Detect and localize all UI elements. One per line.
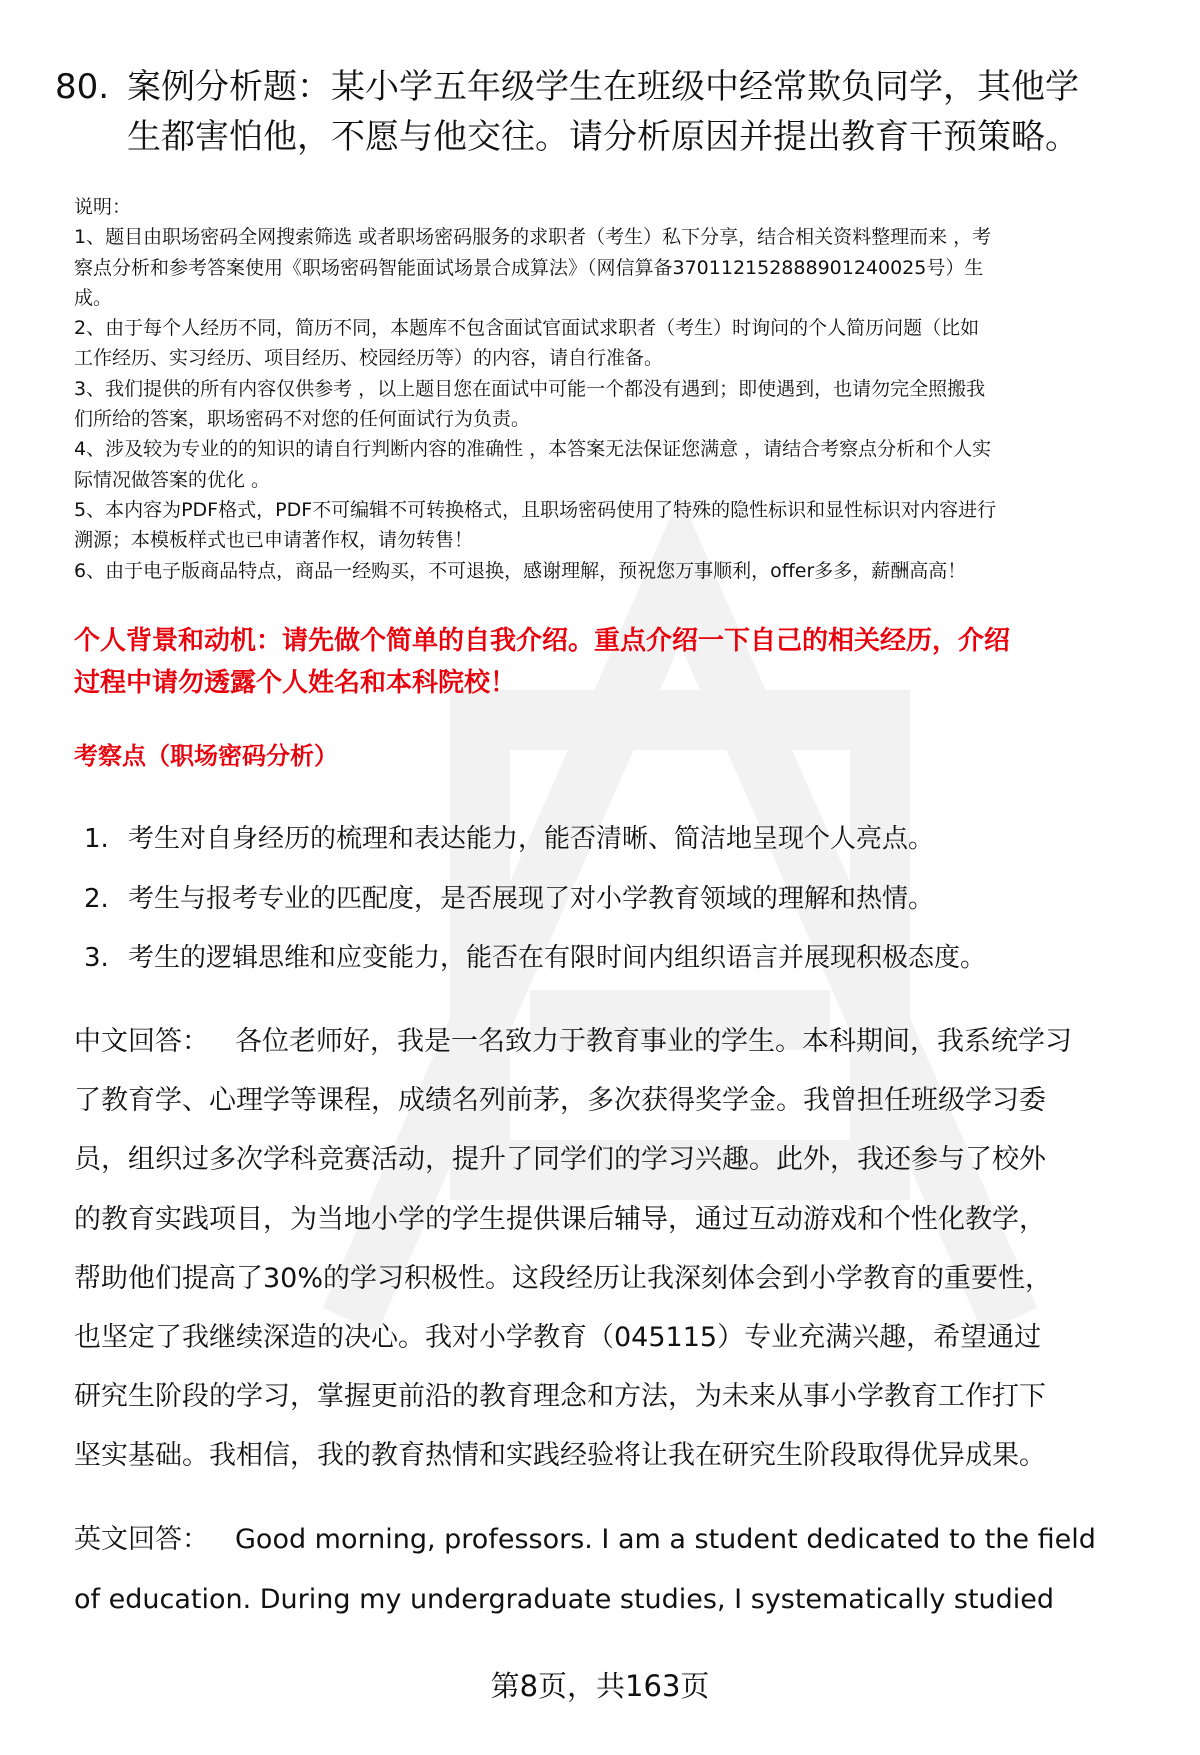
answer-line: 了教育学、心理学等课程，成绩名列前茅，多次获得奖学金。我曾担任班级学习委 xyxy=(74,1085,1046,1117)
english-answer-label: 英文回答： xyxy=(74,1524,209,1555)
question-line: 案例分析题：某小学五年级学生在班级中经常欺负同学，其他学 xyxy=(127,67,1079,107)
section-heading-background xyxy=(74,620,1010,704)
note-line: 说明： xyxy=(74,196,132,218)
item-number: 1. xyxy=(84,824,109,854)
note-line: 察点分析和参考答案使用《职场密码智能面试场景合成算法》（网信算备370112152888901240025号）生 xyxy=(74,256,984,279)
answer-line: 的教育实践项目，为当地小学的学生提供课后辅导，通过互动游戏和个性化教学， xyxy=(74,1203,1046,1235)
note-line: 2、由于每个人经历不同，简历不同，本题库不包含面试官面试求职者（考生）时询问的个人简历问题（比如 xyxy=(74,317,980,340)
answer-line: 员，组织过多次学科竞赛活动，提升了同学们的学习兴趣。此外，我还参与了校外 xyxy=(74,1144,1046,1176)
notes-section xyxy=(74,192,1154,586)
question-line: 生都害怕他，不愿与他交往。请分析原因并提出教育干预策略。 xyxy=(127,117,1079,157)
answer-line: of education. During my undergraduate studies, I systematically studied xyxy=(74,1583,1055,1615)
heading-line: 个人背景和动机：请先做个简单的自我介绍。重点介绍一下自己的相关经历，介绍 xyxy=(74,626,1011,656)
list-item xyxy=(84,870,986,930)
question-number: 80. xyxy=(55,67,110,107)
answer-line: Good morning, professors. I am a student dedicated to the field xyxy=(235,1524,1096,1555)
list-item xyxy=(84,810,986,870)
answer-line: 帮助他们提高了30%的学习积极性。这段经历让我深刻体会到小学教育的重要性， xyxy=(74,1262,1053,1294)
exam-points-list xyxy=(84,810,986,989)
note-line: 际情况做答案的优化 。 xyxy=(74,468,271,491)
item-text: 考生对自身经历的梳理和表达能力，能否清晰、简洁地呈现个人亮点。 xyxy=(128,824,935,854)
note-line: 溯源；本模板样式也已申请著作权，请勿转售！ xyxy=(74,529,474,552)
note-line: 工作经历、实习经历、项目经历、校园经历等）的内容，请自行准备。 xyxy=(74,347,664,370)
note-line: 1、题目由职场密码全网搜索筛选 或者职场密码服务的求职者（考生）私下分享，结合相关资料整理而来 ，考 xyxy=(74,226,992,249)
note-line: 成。 xyxy=(74,286,113,309)
note-line: 3、我们提供的所有内容仅供参考 ，以上题目您在面试中可能一个都没有遇到；即使遇到，也请勿完全照搬我 xyxy=(74,377,986,400)
answer-line: 研究生阶段的学习，掌握更前沿的教育理念和方法，为未来从事小学教育工作打下 xyxy=(74,1381,1046,1413)
question-title xyxy=(55,62,1165,162)
note-line: 6、由于电子版商品特点，商品一经购买，不可退换，感谢理解，预祝您万事顺利，offer多多，薪酬高高！ xyxy=(74,559,967,582)
item-number: 2. xyxy=(84,883,109,914)
page-number: 第8页，共163页 xyxy=(490,1669,710,1703)
note-line: 5、本内容为PDF格式，PDF不可编辑不可转换格式，且职场密码使用了特殊的隐性标识和显性标识对内容进行 xyxy=(74,498,997,521)
item-text: 考生与报考专业的匹配度，是否展现了对小学教育领域的理解和热情。 xyxy=(128,883,935,914)
item-number: 3. xyxy=(84,943,109,973)
chinese-answer xyxy=(74,1012,1072,1486)
answer-line: 也坚定了我继续深造的决心。我对小学教育（045115）专业充满兴趣，希望通过 xyxy=(74,1322,1042,1354)
answer-line: 坚实基础。我相信，我的教育热情和实践经验将让我在研究生阶段取得优异成果。 xyxy=(74,1440,1046,1472)
note-line: 4、涉及较为专业的的知识的请自行判断内容的准确性 ，本答案无法保证您满意 ，请结合考察点分析和个人实 xyxy=(74,438,992,461)
english-answer xyxy=(74,1510,1096,1629)
chinese-answer-label: 中文回答： xyxy=(74,1026,209,1057)
exam-points-title: 考察点（职场密码分析） xyxy=(74,742,338,770)
list-item xyxy=(84,929,986,989)
answer-line: 各位老师好，我是一名致力于教育事业的学生。本科期间，我系统学习 xyxy=(235,1026,1072,1057)
heading-line: 过程中请勿透露个人姓名和本科院校！ xyxy=(74,668,517,698)
note-line: 们所给的答案，职场密码不对您的任何面试行为负责。 xyxy=(74,408,531,431)
item-text: 考生的逻辑思维和应变能力，能否在有限时间内组织语言并展现积极态度。 xyxy=(128,943,987,973)
